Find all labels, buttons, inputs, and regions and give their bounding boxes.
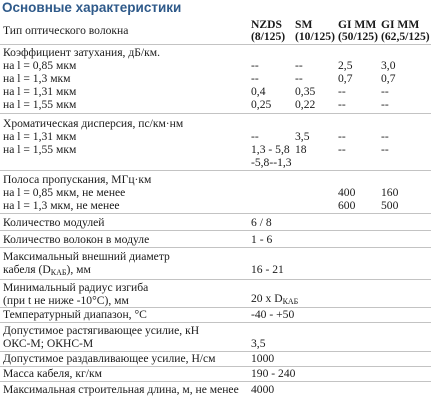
max-construction-length-label: Максимальная строительная длина, м, не менее — [3, 383, 239, 396]
attenuation-value: -- — [251, 59, 259, 72]
attenuation-value: 0,22 — [295, 98, 316, 111]
row-divider — [0, 322, 431, 323]
col-header-nzds: NZDS — [251, 18, 282, 31]
attenuation-value: 0,25 — [251, 98, 272, 111]
fibers-per-module-value: 1 - 6 — [251, 233, 273, 246]
col-header-gimm-50: GI MM — [338, 18, 377, 31]
row-divider — [0, 213, 431, 214]
min-bend-radius-label: Минимальный радиус изгиба — [3, 281, 149, 294]
attenuation-row-label: на l = 0,85 мкм — [3, 59, 77, 72]
tensile-force-label: Допустимое растягивающее усилие, кН — [3, 324, 200, 337]
attenuation-value: 2,5 — [338, 59, 353, 72]
dispersion-row-label: на l = 1,55 мкм — [3, 143, 77, 156]
dispersion-value: -- — [251, 130, 259, 143]
bandwidth-value: 160 — [381, 186, 399, 199]
cable-weight-label: Масса кабеля, кг/км — [3, 367, 102, 380]
row-divider — [0, 113, 431, 114]
tensile-force-value: 3,5 — [251, 337, 266, 350]
tensile-force-label-line2: ОКС-М; ОКНС-М — [3, 337, 94, 350]
attenuation-value: 0,7 — [338, 72, 353, 85]
attenuation-row-label: на l = 1,31 мкм — [3, 85, 77, 98]
row-divider — [0, 247, 431, 248]
attenuation-row-label: на l = 1,3 мкм — [3, 72, 71, 85]
bandwidth-row-label: на l = 1,3 мкм, не менее — [3, 199, 120, 212]
modules-count-label: Количество модулей — [3, 216, 105, 229]
min-bend-radius-value: 20 х DКАБ — [251, 292, 299, 306]
attenuation-value: -- — [381, 85, 389, 98]
col-header-sm: SM — [295, 18, 313, 31]
dispersion-value: -- — [338, 143, 346, 156]
min-bend-radius-label-line2: (при t не ниже -10°С), мм — [3, 294, 129, 307]
attenuation-row-label: на l = 1,55 мкм — [3, 98, 77, 111]
dispersion-value: -- — [381, 143, 389, 156]
col-header-gimm-62: GI MM — [381, 18, 420, 31]
row-divider — [0, 44, 431, 45]
dispersion-value: 1,3 - 5,8 — [251, 143, 290, 156]
col-subheader-gimm-50: (50/125) — [338, 30, 378, 43]
bandwidth-heading: Полоса пропускания, МГц·км — [3, 173, 152, 186]
dispersion-value: -- — [381, 130, 389, 143]
temperature-range-label: Температурный диапазон, °С — [3, 308, 147, 321]
max-diameter-label: Максимальный внешний диаметр — [3, 250, 170, 263]
fibers-per-module-label: Количество волокон в модуле — [3, 233, 150, 246]
row-divider — [0, 279, 431, 280]
max-diameter-value: 16 - 21 — [251, 263, 284, 276]
temperature-range-value: -40 - +50 — [251, 308, 295, 321]
dispersion-value: 3,5 — [295, 130, 310, 143]
page-title: Основные характеристики — [2, 0, 182, 15]
attenuation-value: -- — [338, 98, 346, 111]
dispersion-extra-value: -5,8--1,3 — [251, 156, 292, 169]
attenuation-value: -- — [381, 98, 389, 111]
crush-force-value: 1000 — [251, 352, 275, 365]
bandwidth-value: 600 — [338, 199, 356, 212]
dispersion-value: -- — [338, 130, 346, 143]
max-diameter-label-line2: кабеля (DКАБ), мм — [3, 263, 91, 277]
attenuation-value: 0,7 — [381, 72, 396, 85]
dispersion-value: 18 — [295, 143, 307, 156]
col-subheader-gimm-62: (62,5/125) — [381, 30, 430, 43]
dispersion-heading: Хроматическая дисперсия, пс/км·нм — [3, 117, 184, 130]
col-subheader-sm: (10/125) — [295, 30, 335, 43]
fiber-type-label: Тип оптического волокна — [3, 24, 129, 37]
dispersion-row-label: на l = 1,31 мкм — [3, 130, 77, 143]
attenuation-value: -- — [295, 59, 303, 72]
crush-force-label: Допустимое раздавливающее усилие, Н/см — [3, 352, 216, 365]
cable-weight-value: 190 - 240 — [251, 367, 296, 380]
attenuation-value: 0,4 — [251, 85, 266, 98]
attenuation-value: 0,35 — [295, 85, 316, 98]
bandwidth-row-label: на l = 0,85 мкм, не менее — [3, 186, 126, 199]
col-subheader-nzds: (8/125) — [251, 30, 286, 43]
attenuation-value: -- — [338, 85, 346, 98]
max-construction-length-value: 4000 — [251, 383, 275, 396]
bandwidth-value: 400 — [338, 186, 356, 199]
attenuation-value: 3,0 — [381, 59, 396, 72]
attenuation-heading: Коэффициент затухания, дБ/км. — [3, 46, 160, 59]
row-divider — [0, 230, 431, 231]
attenuation-value: -- — [251, 72, 259, 85]
row-divider — [0, 170, 431, 171]
attenuation-value: -- — [295, 72, 303, 85]
modules-count-value: 6 / 8 — [251, 216, 272, 229]
bandwidth-value: 500 — [381, 199, 399, 212]
row-divider — [0, 381, 431, 382]
